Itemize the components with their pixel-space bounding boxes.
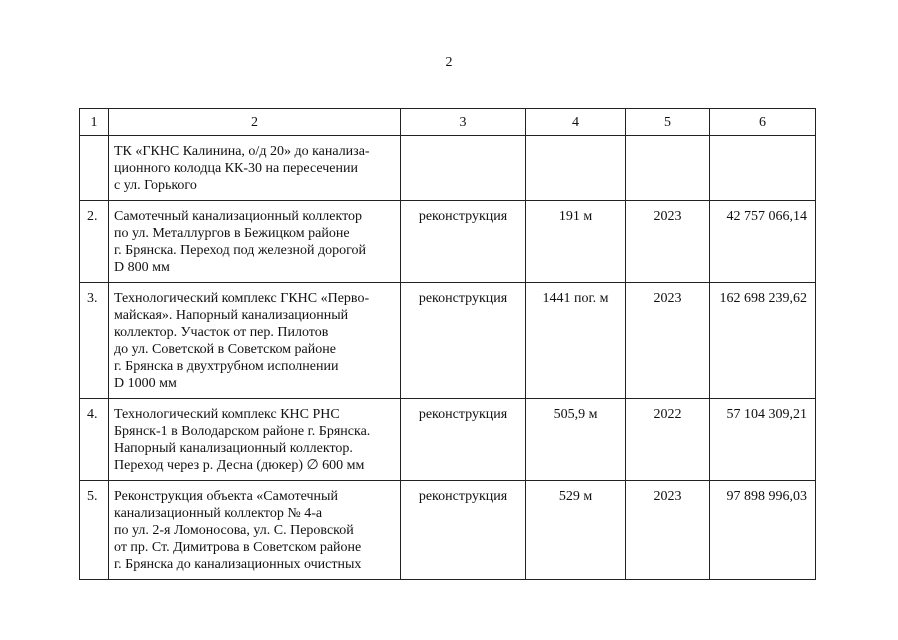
row-number: 3.	[80, 283, 109, 399]
table-row	[80, 283, 816, 399]
volume: 529 м	[526, 481, 626, 580]
volume: 505,9 м	[526, 399, 626, 481]
year: 2022	[626, 399, 710, 481]
work-type: реконструкция	[401, 481, 526, 580]
object-description: Реконструкция объекта «Самотечный канализационный коллектор № 4-а по ул. 2-я Ломоносова, ул. С. Перовской от пр. Ст. Димитрова в Советском районе г. Брянска до канализационных очистных	[109, 481, 401, 580]
table-row	[80, 136, 816, 201]
header-cell-4: 4	[526, 109, 626, 136]
object-description: Самотечный канализационный коллектор по ул. Металлургов в Бежицком районе г. Брянска. Переход под железной дорогой D 800 мм	[109, 201, 401, 283]
work-type: реконструкция	[401, 399, 526, 481]
year: 2023	[626, 201, 710, 283]
table-row	[80, 201, 816, 283]
table-header-row	[80, 109, 816, 136]
volume	[526, 136, 626, 201]
header-cell-3: 3	[401, 109, 526, 136]
row-number: 5.	[80, 481, 109, 580]
header-cell-6: 6	[710, 109, 816, 136]
year: 2023	[626, 481, 710, 580]
row-number: 4.	[80, 399, 109, 481]
volume: 191 м	[526, 201, 626, 283]
row-number: 2.	[80, 201, 109, 283]
object-description: Технологический комплекс ГКНС «Перво- майская». Напорный канализационный коллектор. Участок от пер. Пилотов до ул. Советской в Советском районе г. Брянска в двухтрубном исполнении D 1000 мм	[109, 283, 401, 399]
table-row	[80, 399, 816, 481]
object-description: Технологический комплекс КНС РНС Брянск-1 в Володарском районе г. Брянска. Напорный канализационный коллектор. Переход через р. Десна (дюкер) ∅ 600 мм	[109, 399, 401, 481]
work-type	[401, 136, 526, 201]
header-cell-1: 1	[80, 109, 109, 136]
work-type: реконструкция	[401, 201, 526, 283]
work-type: реконструкция	[401, 283, 526, 399]
object-description: ТК «ГКНС Калинина, о/д 20» до канализа- ционного колодца КК-30 на пересечении с ул. Горького	[109, 136, 401, 201]
header-cell-5: 5	[626, 109, 710, 136]
objects-table	[79, 108, 816, 580]
year: 2023	[626, 283, 710, 399]
cost	[710, 136, 816, 201]
header-cell-2: 2	[109, 109, 401, 136]
year	[626, 136, 710, 201]
volume: 1441 пог. м	[526, 283, 626, 399]
table-row	[80, 481, 816, 580]
cost: 162 698 239,62	[710, 283, 816, 399]
cost: 97 898 996,03	[710, 481, 816, 580]
page-number: 2	[445, 55, 453, 70]
row-number	[80, 136, 109, 201]
cost: 42 757 066,14	[710, 201, 816, 283]
cost: 57 104 309,21	[710, 399, 816, 481]
